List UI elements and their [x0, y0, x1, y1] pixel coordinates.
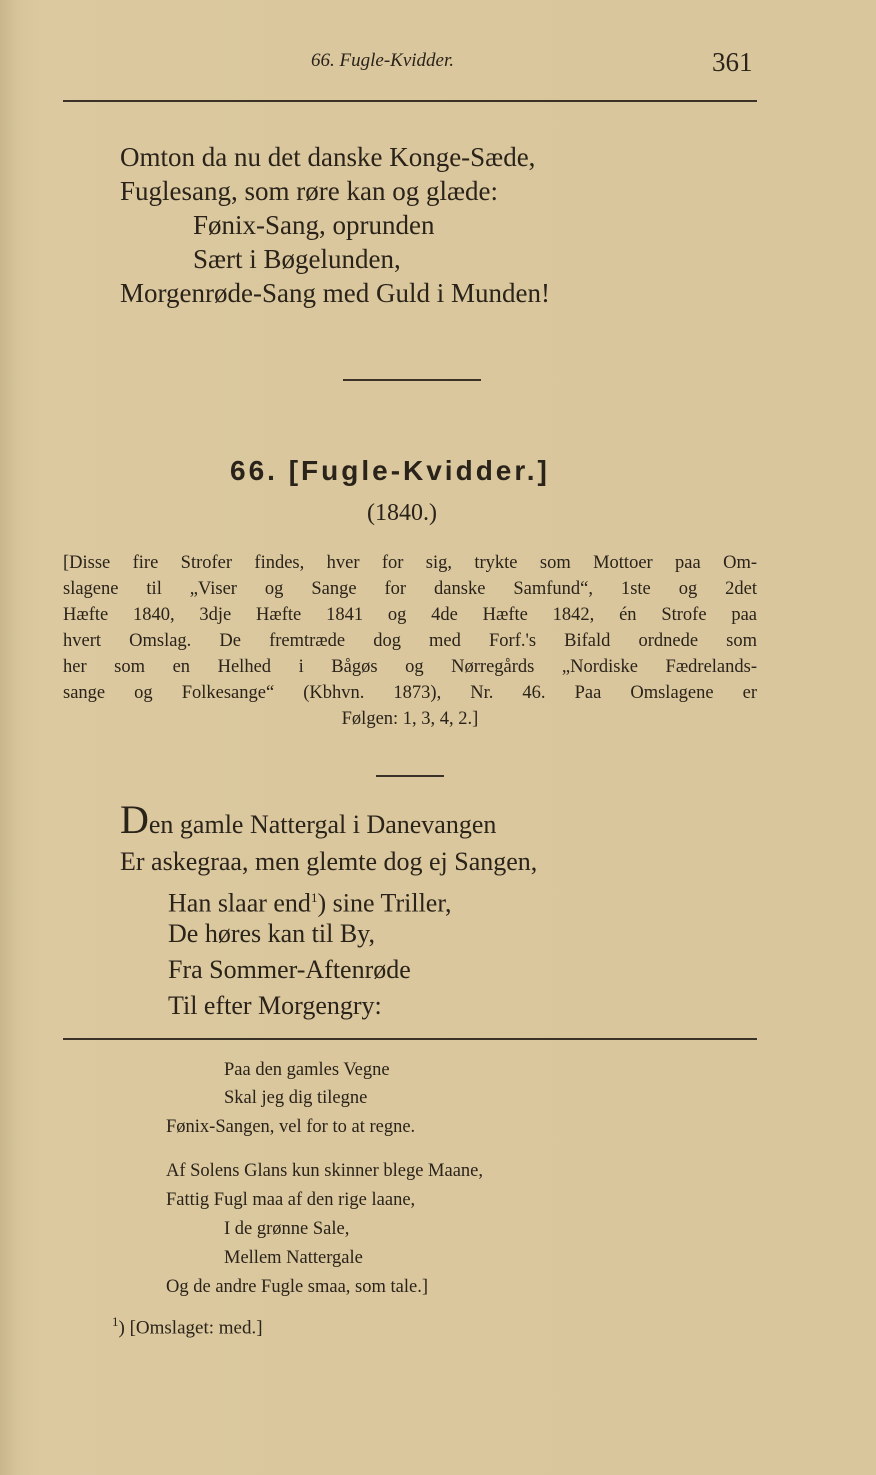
- section-title: 66. [Fugle-Kvidder.]: [230, 455, 550, 486]
- poem-line: Fra Sommer-Aftenrøde: [168, 955, 411, 984]
- poem-line: Omton da nu det danske Konge-Sæde,: [120, 142, 536, 172]
- page-number: 361: [712, 47, 753, 77]
- note-line: Følgen: 1, 3, 4, 2.]: [341, 709, 479, 729]
- footnote-text: ) [Omslaget: med.]: [118, 1317, 263, 1339]
- note-line: hvert Omslag. De fremtræde dog med Forf.'s Bifald ordnede som: [63, 631, 757, 651]
- poem-line: Fønix-Sangen, vel for to at regne.: [166, 1117, 416, 1137]
- poem-line: Sært i Bøgelunden,: [193, 244, 401, 274]
- note-divider: [376, 775, 444, 777]
- poem-line: Fuglesang, som røre kan og glæde:: [120, 176, 498, 206]
- poem-line: Og de andre Fugle smaa, som tale.]: [166, 1277, 429, 1297]
- note-line: her som en Helhed i Bågøs og Nørregårds „Nordiske Fædrelands-: [63, 657, 757, 677]
- poem-line: Skal jeg dig tilegne: [224, 1088, 368, 1108]
- poem-line: Til efter Morgengry:: [168, 991, 382, 1020]
- poem-line-text: ) sine Triller,: [317, 888, 452, 918]
- drop-cap: D: [120, 797, 149, 842]
- note-line: [Disse fire Strofer findes, hver for sig, trykte som Mottoer paa Om-: [63, 553, 757, 573]
- running-title: 66. Fugle-Kvidder.: [311, 50, 455, 71]
- footnote-marker: 1: [310, 890, 318, 905]
- poem-line: Er askegraa, men glemte dog ej Sangen,: [120, 847, 538, 876]
- section-year: (1840.): [367, 500, 437, 526]
- poem-line: De høres kan til By,: [168, 919, 375, 948]
- note-line: slagene til „Viser og Sange for danske Samfund“, 1ste og 2det: [63, 579, 757, 599]
- poem-line: Fønix-Sang, oprunden: [193, 210, 435, 240]
- footnote-marker: 1: [112, 1314, 119, 1329]
- header-rule: [63, 100, 757, 102]
- stanza-divider: [63, 1038, 757, 1040]
- note-line: Hæfte 1840, 3dje Hæfte 1841 og 4de Hæfte 1842, én Strofe paa: [63, 605, 757, 625]
- poem-line: Morgenrøde-Sang med Guld i Munden!: [120, 278, 550, 308]
- poem-line-text: Han slaar end: [168, 888, 311, 918]
- poem-line: [120, 797, 497, 843]
- footnote: [112, 1314, 263, 1339]
- poem-line: I de grønne Sale,: [224, 1219, 350, 1239]
- section-divider: [343, 379, 481, 381]
- poem-line: Fattig Fugl maa af den rige laane,: [166, 1190, 416, 1210]
- poem-line-text: en gamle Nattergal i Danevangen: [148, 810, 497, 839]
- poem-line: Mellem Nattergale: [224, 1248, 363, 1268]
- note-line: sange og Folkesange“ (Kbhvn. 1873), Nr. 46. Paa Omslagene er: [63, 683, 757, 703]
- poem-line: Paa den gamles Vegne: [224, 1060, 390, 1080]
- poem-line: Af Solens Glans kun skinner blege Maane,: [166, 1161, 484, 1181]
